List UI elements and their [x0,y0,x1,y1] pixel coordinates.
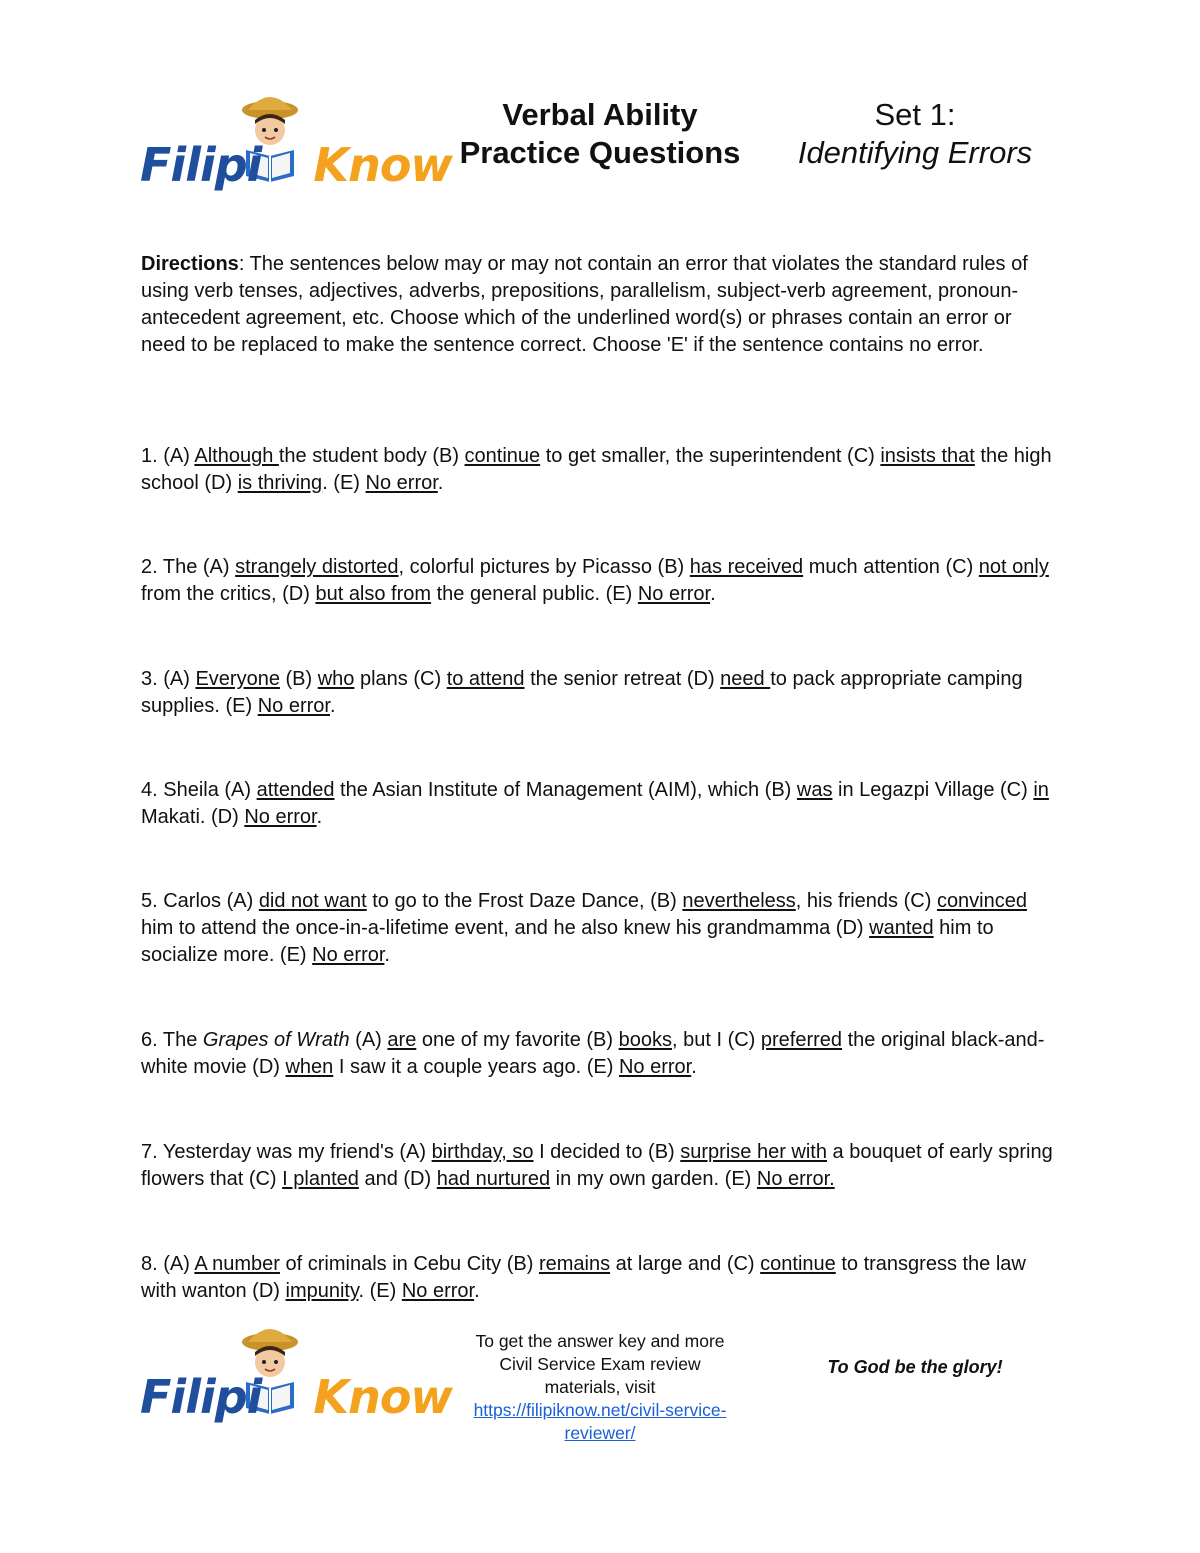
question-text: , but I (C) [671,1029,761,1051]
answer-choice: was [796,779,833,801]
question-text: a bouquet of early spring flowers that (C) [141,1141,1053,1190]
set-subtitle: Identifying Errors [797,135,1033,170]
page-title [430,96,770,172]
answer-choice: convinced [936,890,1027,912]
set-label: Set 1: [874,97,956,132]
question-text: plans (C) [354,668,447,690]
answer-choice: when [285,1056,334,1078]
reviewer-link[interactable]: https://filipiknow.net/civil-service- [473,1400,727,1420]
answer-choice: remains [538,1253,611,1275]
answer-choice: No error [312,944,385,966]
question-text: I decided to (B) [533,1141,681,1163]
question-2 [141,554,1061,608]
answer-choice: continue [760,1253,836,1275]
answer-choice: No error [618,1056,692,1078]
reviewer-link-continued[interactable]: reviewer/ [564,1423,636,1443]
question-text: the general public. (E) [431,583,638,605]
answer-choice: No error [365,472,438,494]
footer-line-2: Civil Service Exam review [499,1354,701,1374]
footer-answer-key-note [440,1330,760,1445]
answer-choice: continue [464,445,541,467]
question-1 [141,443,1061,497]
question-text: and (D) [358,1168,437,1190]
question-text: (B) [279,668,318,690]
question-text: one of my favorite (B) [416,1029,619,1051]
question-text: . [384,944,390,966]
answer-choice: No error [401,1280,475,1302]
answer-choice: to attend [446,668,525,690]
answer-choice: No error [637,583,711,605]
question-text: , colorful pictures by Picasso (B) [398,556,690,578]
answer-choice: Everyone [195,668,280,690]
directions [141,251,1056,359]
question-text: the Asian Institute of Management (AIM), which (B) [334,779,797,801]
question-text: . (E) [358,1280,402,1302]
answer-choice: has received [689,556,804,578]
book-title: Grapes of Wrath [202,1029,350,1051]
question-text: him to socialize more. (E) [141,917,994,966]
question-text: . [710,583,716,605]
answer-choice: need [720,668,771,690]
answer-choice: insists that [880,445,975,467]
question-7 [141,1139,1061,1193]
answer-choice: No error [257,695,330,717]
question-text: , his friends (C) [795,890,937,912]
question-text: at large and (C) [610,1253,761,1275]
question-text: 3. (A) [141,668,196,690]
footer-line-3: materials, visit [544,1377,656,1397]
question-text: in my own garden. (E) [550,1168,757,1190]
question-text: . [316,806,323,828]
answer-choice: impunity [285,1280,359,1302]
question-text: to transgress the law with wanton (D) [141,1253,1026,1302]
answer-choice: surprise her with [680,1141,827,1163]
answer-choice: No error [244,806,317,828]
question-6 [141,1027,1061,1081]
question-8 [141,1251,1061,1305]
directions-text: : The sentences below may or may not contain an error that violates the standard rules of using verb tenses, adjectives, adverbs, prepositions, parallelism, subject-verb agreement, pronoun-antecedent agreement, etc. Choose which of the underlined word(s) or phrases contain an error or need to be replaced to make the sentence correct. Choose 'E' if the sentence contains no error. [141,253,1028,356]
logo-text-know: Know [313,138,452,192]
answer-choice: I planted [282,1168,359,1190]
answer-choice: A number [194,1253,280,1275]
question-4 [141,777,1061,831]
question-text: 5. Carlos (A) [141,890,259,912]
logo-wordmark [140,1370,452,1424]
question-text: I saw it a couple years ago. (E) [333,1056,619,1078]
answer-choice: preferred [760,1029,843,1051]
answer-choice: birthday, so [431,1141,534,1163]
question-3 [141,666,1061,720]
question-text: to get smaller, the superintendent (C) [540,445,881,467]
title-line-2: Practice Questions [459,135,741,170]
filipiknow-logo-header [140,90,452,220]
question-text: from the critics, (D) [141,583,316,605]
question-text: 1. (A) [141,445,195,467]
question-text: 6. The [141,1029,203,1051]
directions-label: Directions [141,253,239,275]
footer-line-1: To get the answer key and more [475,1331,725,1351]
title-line-1: Verbal Ability [502,97,698,132]
question-text: 2. The (A) [141,556,236,578]
answer-choice: not only [978,556,1049,578]
question-text: of criminals in Cebu City (B) [279,1253,539,1275]
answer-choice: No error. [756,1168,835,1190]
question-text: in Legazpi Village (C) [832,779,1034,801]
logo-wordmark [140,138,452,192]
logo-text-know: Know [313,1370,452,1424]
question-text: the high school (D) [141,445,1052,494]
answer-choice: is thriving [237,472,323,494]
question-text: (A) [349,1029,388,1051]
answer-choice: wanted [869,917,934,939]
logo-text-filipi: Filipi [140,138,262,192]
closing-text: To God be the glory! [827,1357,1003,1377]
answer-choice: are [387,1029,417,1051]
filipiknow-logo-footer [140,1322,452,1452]
question-5 [141,888,1061,969]
answer-choice: did not want [258,890,367,912]
question-text: . [474,1280,480,1302]
answer-choice: in [1033,779,1049,801]
question-text: 4. Sheila (A) [141,779,257,801]
question-text: . [437,472,444,494]
question-text: . (E) [322,472,366,494]
answer-choice: had nurtured [436,1168,551,1190]
answer-choice: strangely distorted [235,556,399,578]
question-text: the original black-and-white movie (D) [141,1029,1045,1078]
set-heading [780,96,1050,172]
question-text: . [329,695,336,717]
answer-choice: Although [194,445,279,467]
question-text: to pack appropriate camping supplies. (E) [141,668,1023,717]
answer-choice: books [618,1029,672,1051]
question-text: the student body (B) [278,445,465,467]
question-text: Makati. (D) [141,806,245,828]
question-text: the senior retreat (D) [524,668,721,690]
logo-text-filipi: Filipi [140,1370,262,1424]
answer-choice: who [317,668,355,690]
question-text: . [691,1056,697,1078]
question-text: 7. Yesterday was my friend's (A) [141,1141,432,1163]
question-text: 8. (A) [141,1253,195,1275]
answer-choice: nevertheless [682,890,796,912]
question-text: him to attend the once-in-a-lifetime event, and he also knew his grandmamma (D) [141,917,870,939]
question-text: much attention (C) [803,556,979,578]
answer-choice: but also from [315,583,432,605]
answer-choice: attended [256,779,335,801]
question-text: to go to the Frost Daze Dance, (B) [366,890,683,912]
